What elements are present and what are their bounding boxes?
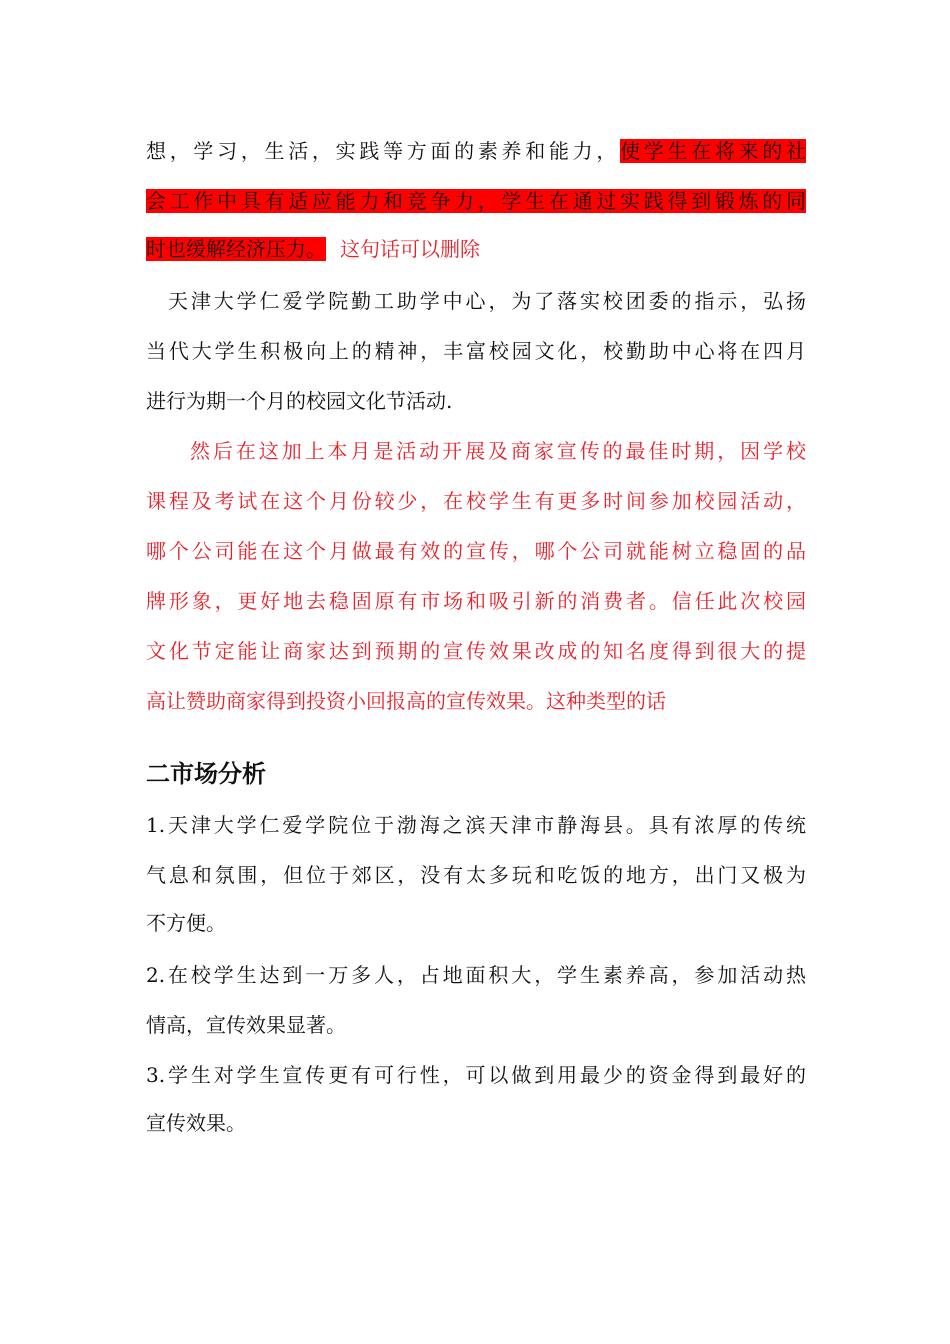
red-paragraph-line: 然后在这加上本月是活动开展及商家宣传的最佳时期，因学校 (190, 439, 806, 463)
paragraph-line: 天津大学仁爱学院勤工助学中心，为了落实校团委的指示，弘扬 (168, 289, 806, 313)
highlighted-text: 会工作中具有适应能力和竞争力，学生在通过实践得到锻炼的同 (146, 189, 806, 213)
market-item-1-line: 不方便。 (146, 911, 226, 935)
red-paragraph-line: 牌形象，更好地去稳固原有市场和吸引新的消费者。信任此次校园 (146, 589, 806, 613)
paragraph-line: 当代大学生积极向上的精神，丰富校园文化，校勤助中心将在四月 (146, 339, 806, 363)
section-heading: 二市场分析 (146, 760, 266, 788)
red-paragraph-line: 哪个公司能在这个月做最有效的宣传，哪个公司就能树立稳固的品 (146, 539, 806, 563)
red-paragraph-line: 课程及考试在这个月份较少，在校学生有更多时间参加校园活动， (146, 489, 806, 513)
delete-annotation: 这句话可以删除 (340, 237, 480, 261)
intro-plain-text: 想，学习，生活，实践等方面的素养和能力， (146, 139, 621, 163)
highlighted-text: 使学生在将来的社 (620, 139, 806, 163)
market-item-3-line: 3.学生对学生宣传更有可行性，可以做到用最少的资金得到最好的 (146, 1063, 806, 1087)
market-item-1-line: 气息和氛围，但位于郊区，没有太多玩和吃饭的地方，出门又极为 (146, 863, 806, 887)
market-item-1-line: 1.天津大学仁爱学院位于渤海之滨天津市静海县。具有浓厚的传统 (146, 813, 806, 837)
red-paragraph-line: 文化节定能让商家达到预期的宣传效果改成的知名度得到很大的提 (146, 639, 806, 663)
market-item-2-line: 情高，宣传效果显著。 (146, 1013, 346, 1037)
highlighted-text: 时也缓解经济压力。 (146, 237, 326, 261)
intro-line-1 (146, 138, 806, 164)
intro-line-3 (146, 236, 806, 262)
intro-line-2 (146, 188, 806, 214)
market-item-3-line: 宣传效果。 (146, 1111, 246, 1135)
paragraph-line: 进行为期一个月的校园文化节活动. (146, 389, 453, 413)
market-item-2-line: 2.在校学生达到一万多人，占地面积大，学生素养高，参加活动热 (146, 963, 806, 987)
red-paragraph-line: 高让赞助商家得到投资小回报高的宣传效果。这种类型的话 (146, 689, 666, 713)
